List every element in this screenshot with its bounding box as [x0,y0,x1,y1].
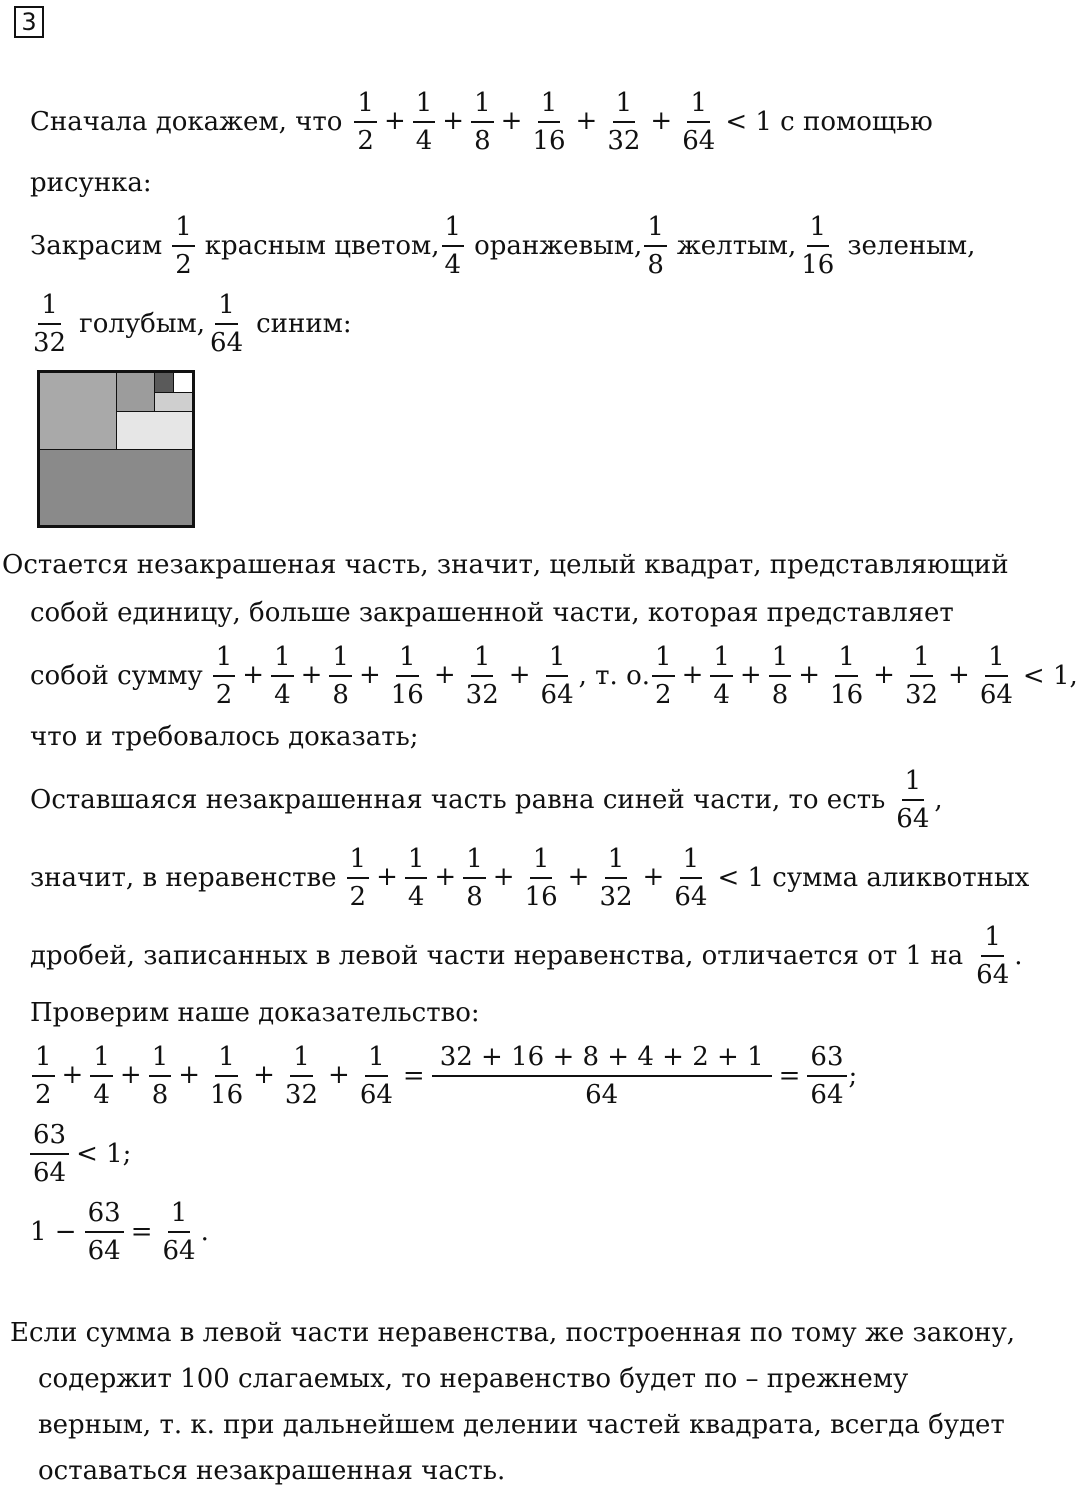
plus-sign: + [567,862,590,892]
fraction-denominator: 64 [585,1080,619,1110]
fraction-numerator: 1 [271,644,294,677]
conclusion-line2: содержит 100 слагаемых, то неравенство будет по – прежнему [38,1364,909,1394]
fraction-denominator: 64 [682,126,716,156]
plus-sign: + [798,660,821,690]
fraction-sum [30,1044,398,1108]
fraction-denominator: 2 [349,882,367,912]
plus-sign: + [739,660,762,690]
para3-line3 [30,916,1023,996]
fraction-numerator: 1 [910,644,933,677]
fraction-thirtysecond [30,292,69,356]
square-part-sixteenth [116,372,155,412]
fraction-denominator: 2 [655,680,672,710]
plus-sign: + [500,106,523,136]
fraction-numerator: 1 [215,1044,238,1077]
unit-fraction [354,90,377,154]
fraction-denominator: 2 [357,126,374,156]
fraction-numerator: 1 [652,644,675,677]
paint-red: красным цветом, [204,231,440,261]
intro-next: рисунка: [30,168,152,198]
fraction-numerator: 1 [215,292,238,325]
fraction-denominator: 16 [830,680,864,710]
square-part-quarter [39,372,117,450]
fraction-denominator: 16 [390,680,424,710]
para3-text2: значит, в неравенстве [30,863,337,893]
fraction-denominator: 64 [87,1236,121,1266]
intro-suffix: < 1 с помощью [725,107,933,137]
fraction-numerator: 1 [347,846,370,879]
unit-fraction [149,1044,172,1108]
unit-fraction [769,644,792,708]
intro-line [30,82,938,162]
para2-line3 [30,636,1083,716]
unit-fraction [827,644,866,708]
paint-lightblue: голубым, [79,309,206,339]
unit-fraction [604,90,643,154]
fraction-numerator: 1 [149,1044,172,1077]
unit-fraction [977,644,1016,708]
fraction-denominator: 8 [466,882,483,912]
final-fraction [159,1200,198,1264]
fraction-denominator: 16 [801,250,835,280]
fraction-numerator: 1 [835,644,858,677]
square-part-sixtyfourth [154,372,174,393]
unit-fraction [207,1044,246,1108]
paint-blue: синим: [256,309,352,339]
unit-fraction [90,1044,113,1108]
fraction-half [172,214,195,278]
plus-sign: + [376,862,398,892]
conclusion-line4: оставаться незакрашенная часть. [38,1456,506,1486]
result-fraction [807,1044,846,1108]
paint-green: зеленым, [847,231,976,261]
unit-fraction [357,1044,396,1108]
plus-sign: + [119,1060,142,1090]
plus-sign: + [383,106,406,136]
one-minus: 1 − [30,1217,77,1247]
plus-sign: + [650,106,673,136]
plus-sign: + [873,660,895,690]
fraction-denominator: 64 [540,680,574,710]
check-difference [30,1192,209,1272]
fraction-denominator: 64 [359,1080,393,1110]
fraction-denominator: 16 [532,126,566,156]
para3-text1: Оставшаяся незакрашенная часть равна синей части, то есть [30,785,886,815]
unit-fraction [405,846,428,910]
para2-line4: что и требовалось доказать; [30,722,419,752]
plus-sign: + [358,660,381,690]
fraction-numerator: 63 [30,1122,69,1155]
plus-sign: + [61,1060,84,1090]
fraction-denominator: 64 [162,1236,196,1266]
fraction-denominator: 64 [896,804,930,834]
plus-sign: + [178,1060,201,1090]
semicolon: ; [848,1061,858,1091]
conclusion-line3: верным, т. к. при дальнейшем делении частей квадрата, всегда будет [38,1410,1005,1440]
fraction-numerator: 1 [546,644,569,677]
painted-square-figure [37,370,195,528]
fraction-numerator: 1 [442,214,465,247]
square-part-thirtysecond [154,392,193,412]
fraction-sum [352,90,720,154]
unit-fraction [652,644,675,708]
fraction-numerator: 1 [405,846,428,879]
result-fraction [30,1122,69,1186]
fraction-sum [211,644,579,708]
fraction-denominator: 64 [976,960,1010,990]
fraction-numerator: 1 [687,90,710,123]
fraction-sixtyfourth [973,924,1012,988]
fraction-denominator: 64 [33,1158,67,1188]
unit-fraction [463,644,502,708]
para2-lt-one: < 1, [1022,661,1078,691]
square-part-eighth [116,411,193,450]
plus-sign: + [681,660,704,690]
unit-fraction [522,846,561,910]
paint-lead: Закрасим [30,231,163,261]
fraction-denominator: 32 [33,328,67,358]
square-part-remainder [173,372,193,393]
inequality-text: < 1; [76,1139,132,1169]
plus-sign: + [253,1060,275,1090]
plus-sign: + [434,862,457,892]
fraction-numerator: 1 [396,644,419,677]
unit-fraction [471,90,494,154]
big-fraction [432,1044,772,1108]
plus-sign: + [300,660,323,690]
result-fraction [85,1200,124,1264]
fraction-denominator: 2 [35,1080,52,1110]
fraction-denominator: 32 [284,1080,319,1110]
fraction-numerator: 1 [290,1044,313,1077]
fraction-denominator: 64 [979,680,1013,710]
fraction-numerator: 1 [329,644,352,677]
unit-fraction [671,846,710,910]
paint-yellow: желтым, [676,231,797,261]
unit-fraction [902,644,941,708]
plus-sign: + [328,1060,350,1090]
fraction-numerator: 1 [471,90,494,123]
para3-comma: , [934,785,943,815]
fraction-denominator: 32 [607,126,641,156]
plus-sign: + [492,862,515,892]
fraction-denominator: 16 [210,1080,244,1110]
unit-fraction [710,644,733,708]
para3-line2 [30,838,1034,918]
fraction-numerator: 1 [413,90,436,123]
fraction-numerator: 1 [902,768,925,801]
fraction-denominator: 64 [210,328,244,358]
fraction-denominator: 4 [415,126,433,156]
fraction-denominator: 8 [332,680,349,710]
fraction-numerator: 63 [85,1200,124,1233]
unit-fraction [32,1044,55,1108]
plus-sign: + [442,106,465,136]
fraction-denominator: 8 [647,250,664,280]
fraction-numerator: 1 [807,214,830,247]
check-equation [30,1036,857,1116]
fraction-denominator: 64 [810,1080,844,1110]
plus-sign: + [508,660,531,690]
fraction-denominator: 2 [175,250,192,280]
equals-sign: = [130,1217,153,1247]
plus-sign: + [575,106,598,136]
fraction-denominator: 4 [444,250,462,280]
fraction-denominator: 8 [151,1080,169,1110]
fraction-eighth [644,214,667,278]
unit-fraction [329,644,352,708]
plus-sign: + [433,660,456,690]
unit-fraction [413,90,436,154]
fraction-numerator: 1 [981,924,1004,957]
square-part-half [39,449,193,526]
fraction-quarter [442,214,465,278]
fraction-numerator: 1 [354,90,377,123]
fraction-numerator: 1 [90,1044,113,1077]
fraction-sixtyfourth [207,292,246,356]
equals-sign: = [402,1061,425,1091]
fraction-denominator: 2 [215,680,233,710]
fraction-numerator: 1 [365,1044,388,1077]
intro-prefix: Сначала докажем, что [30,107,343,137]
fraction-numerator: 1 [213,644,236,677]
fraction-numerator: 1 [32,1044,55,1077]
para3-dot: . [1014,941,1023,971]
fraction-denominator: 32 [599,882,633,912]
conclusion-line1: Если сумма в левой части неравенства, построенная по тому же закону, [10,1318,1016,1348]
fraction-numerator: 1 [463,846,486,879]
unit-fraction [271,644,294,708]
fraction-numerator: 1 [985,644,1008,677]
fraction-denominator: 32 [465,680,499,710]
fraction-denominator: 32 [904,680,939,710]
plus-sign: + [242,660,265,690]
paint-line [30,206,975,286]
problem-number: 3 [14,6,44,38]
fraction-numerator: 1 [680,846,703,879]
unit-fraction [529,90,568,154]
fraction-numerator: 1 [38,292,61,325]
fraction-numerator: 1 [710,644,733,677]
unit-fraction [538,644,577,708]
check-inequality [28,1114,136,1194]
check-title: Проверим наше доказательство: [30,998,480,1028]
fraction-numerator: 63 [807,1044,846,1077]
unit-fraction [282,1044,321,1108]
fraction-numerator: 1 [644,214,667,247]
unit-fraction [596,846,635,910]
paint-line-2 [28,284,352,364]
fraction-sixtyfourth [893,768,932,832]
para3-text2b: < 1 сумма аликвотных [717,863,1030,893]
para2-line1: Остается незакрашеная часть, значит, целый квадрат, представляющий [2,550,1009,580]
final-dot: . [200,1217,209,1247]
fraction-denominator: 4 [713,680,730,710]
para2-so: , т. о. [578,661,651,691]
fraction-denominator: 4 [93,1080,110,1110]
fraction-numerator: 32 + 16 + 8 + 4 + 2 + 1 [432,1044,772,1077]
fraction-sixteenth [798,214,837,278]
para2-line2: собой единицу, больше закрашенной части, которая представляет [30,598,954,628]
fraction-denominator: 8 [474,126,491,156]
fraction-denominator: 4 [407,882,425,912]
unit-fraction [213,644,236,708]
fraction-numerator: 1 [613,90,636,123]
unit-fraction [679,90,718,154]
para3-line1 [30,760,943,840]
para3-text3: дробей, записанных в левой части неравенства, отличается от 1 на [30,941,964,971]
fraction-numerator: 1 [172,214,195,247]
equals-sign: = [778,1061,801,1091]
fraction-denominator: 16 [524,882,558,912]
fraction-numerator: 1 [168,1200,191,1233]
fraction-denominator: 4 [274,680,291,710]
unit-fraction [347,846,370,910]
fraction-sum [345,846,713,910]
fraction-numerator: 1 [538,90,561,123]
plus-sign: + [642,862,665,892]
fraction-denominator: 8 [771,680,789,710]
fraction-numerator: 1 [530,846,553,879]
para2-sum-lead: собой сумму [30,661,203,691]
fraction-numerator: 1 [605,846,628,879]
fraction-denominator: 64 [674,882,708,912]
unit-fraction [388,644,427,708]
fraction-numerator: 1 [769,644,792,677]
plus-sign: + [948,660,970,690]
fraction-sum [650,644,1018,708]
unit-fraction [463,846,486,910]
paint-orange: оранжевым, [474,231,643,261]
fraction-numerator: 1 [471,644,494,677]
